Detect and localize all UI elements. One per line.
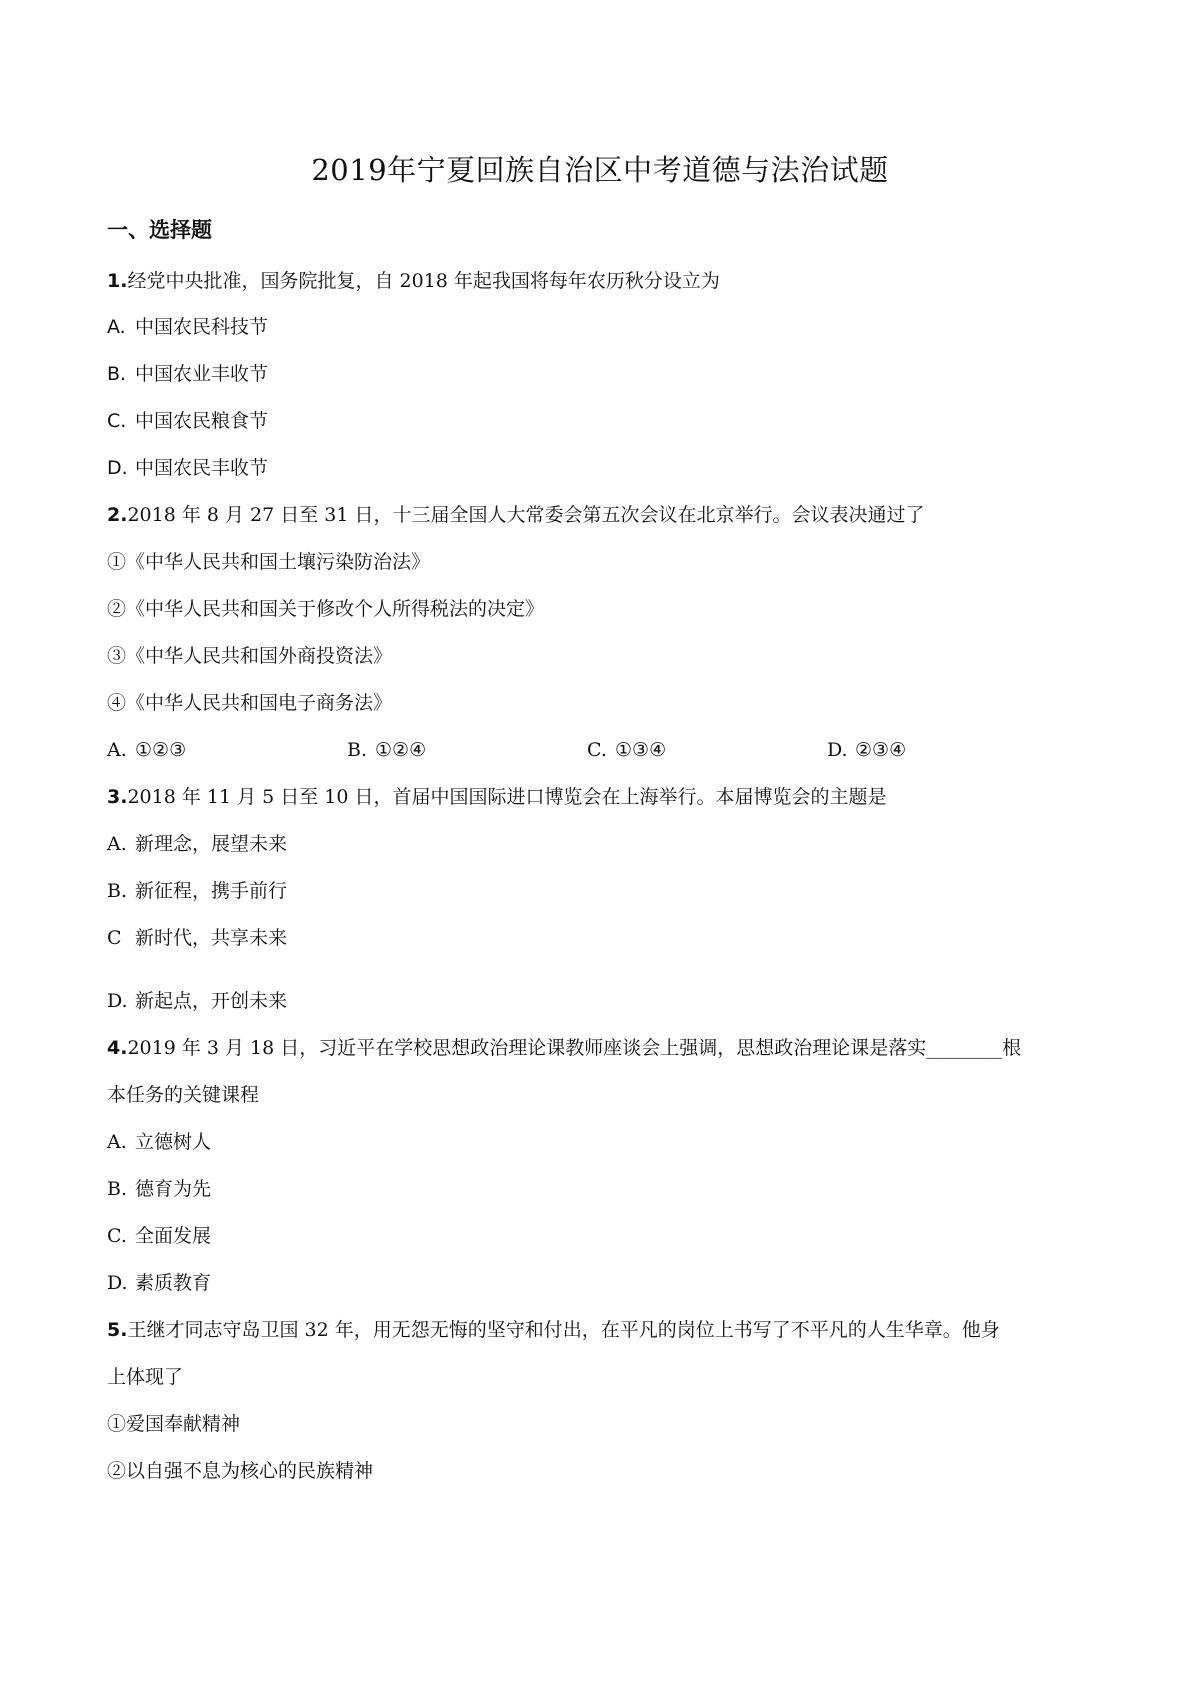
- question-5-item-2: ②以自强不息为核心的民族精神: [107, 1460, 374, 1482]
- option-letter: B.: [107, 363, 127, 385]
- question-4-stem: [107, 1035, 1021, 1061]
- option-text: 立德树人: [135, 1131, 212, 1153]
- question-2-option-b: [347, 737, 426, 763]
- question-1-option-b: [107, 361, 268, 387]
- question-5-stem-continued: 上体现了: [107, 1366, 184, 1388]
- question-1-option-a: [107, 314, 268, 340]
- question-number: 2.: [107, 504, 128, 526]
- question-3-stem: [107, 784, 887, 810]
- option-letter: D.: [107, 457, 128, 479]
- question-2-stem: [107, 502, 925, 528]
- option-text: 中国农民丰收节: [135, 457, 269, 479]
- option-text: 全面发展: [135, 1225, 212, 1247]
- option-text: ①②④: [375, 739, 427, 761]
- option-letter: A.: [107, 316, 126, 338]
- question-5-item-1: ①爱国奉献精神: [107, 1413, 241, 1435]
- question-1-option-d: [107, 455, 268, 481]
- question-2-option-d: [827, 737, 906, 763]
- option-text: 中国农民粮食节: [135, 410, 269, 432]
- question-2-item-2: ②《中华人民共和国关于修改个人所得税法的决定》: [107, 598, 545, 620]
- question-4-stem-continued: 本任务的关键课程: [107, 1084, 260, 1106]
- option-letter: D.: [827, 739, 848, 761]
- page-title: 2019年宁夏回族自治区中考道德与法治试题: [311, 153, 889, 187]
- question-4-option-a: [107, 1129, 211, 1155]
- question-3-option-b: [107, 878, 287, 904]
- question-number: 3.: [107, 786, 128, 808]
- question-text: 经党中央批准，国务院批复，自 2018 年起我国将每年农历秋分设立为: [127, 270, 720, 292]
- section-heading: 一、选择题: [107, 218, 212, 242]
- question-4-option-b: [107, 1176, 211, 1202]
- question-text: 2018 年 11 月 5 日至 10 日，首届中国国际进口博览会在上海举行。本届博览会的主题是: [127, 786, 887, 808]
- option-letter: D.: [107, 990, 128, 1012]
- question-2-option-a: [107, 737, 186, 763]
- question-text: 2019 年 3 月 18 日，习近平在学校思想政治理论课教师座谈会上强调，思想政治理论课是落实________根: [127, 1037, 1022, 1059]
- option-text: 新时代，共享未来: [135, 927, 288, 949]
- option-letter: D.: [107, 1272, 128, 1294]
- question-4-option-c: [107, 1223, 211, 1249]
- option-letter: B.: [107, 880, 128, 902]
- question-2-item-1: ①《中华人民共和国土壤污染防治法》: [107, 551, 431, 573]
- option-text: ②③④: [855, 739, 907, 761]
- option-text: 新征程，携手前行: [135, 880, 288, 902]
- option-text: 德育为先: [135, 1178, 212, 1200]
- question-5-stem: [107, 1317, 1000, 1343]
- option-text: 新理念，展望未来: [135, 833, 288, 855]
- question-1-stem: [107, 268, 720, 294]
- question-4-option-d: [107, 1270, 211, 1296]
- question-number: 4.: [107, 1037, 128, 1059]
- option-text: 新起点，开创未来: [135, 990, 288, 1012]
- option-letter: C.: [107, 1225, 127, 1247]
- option-text: 中国农业丰收节: [135, 363, 269, 385]
- option-letter: A.: [107, 1131, 127, 1153]
- question-number: 1.: [107, 270, 128, 292]
- option-text: 素质教育: [135, 1272, 212, 1294]
- question-3-option-d: [107, 988, 287, 1014]
- question-1-option-c: [107, 408, 268, 434]
- option-text: ①③④: [615, 739, 667, 761]
- option-letter: C: [107, 927, 122, 949]
- question-2-option-c: [587, 737, 666, 763]
- option-letter: B.: [347, 739, 368, 761]
- option-letter: B.: [107, 1178, 128, 1200]
- option-text: ①②③: [135, 739, 187, 761]
- question-text: 王继才同志守岛卫国 32 年，用无怨无悔的坚守和付出，在平凡的岗位上书写了不平凡的人生华章。他身: [127, 1319, 1000, 1341]
- option-letter: A.: [107, 739, 127, 761]
- question-2-item-4: ④《中华人民共和国电子商务法》: [107, 692, 393, 714]
- question-3-option-a: [107, 831, 287, 857]
- option-letter: A.: [107, 833, 127, 855]
- option-letter: C.: [107, 410, 127, 432]
- option-text: 中国农民科技节: [135, 316, 269, 338]
- question-3-option-c: [107, 925, 287, 951]
- option-letter: C.: [587, 739, 607, 761]
- question-text: 2018 年 8 月 27 日至 31 日，十三届全国人大常委会第五次会议在北京举行。会议表决通过了: [127, 504, 925, 526]
- question-2-item-3: ③《中华人民共和国外商投资法》: [107, 645, 393, 667]
- question-number: 5.: [107, 1319, 128, 1341]
